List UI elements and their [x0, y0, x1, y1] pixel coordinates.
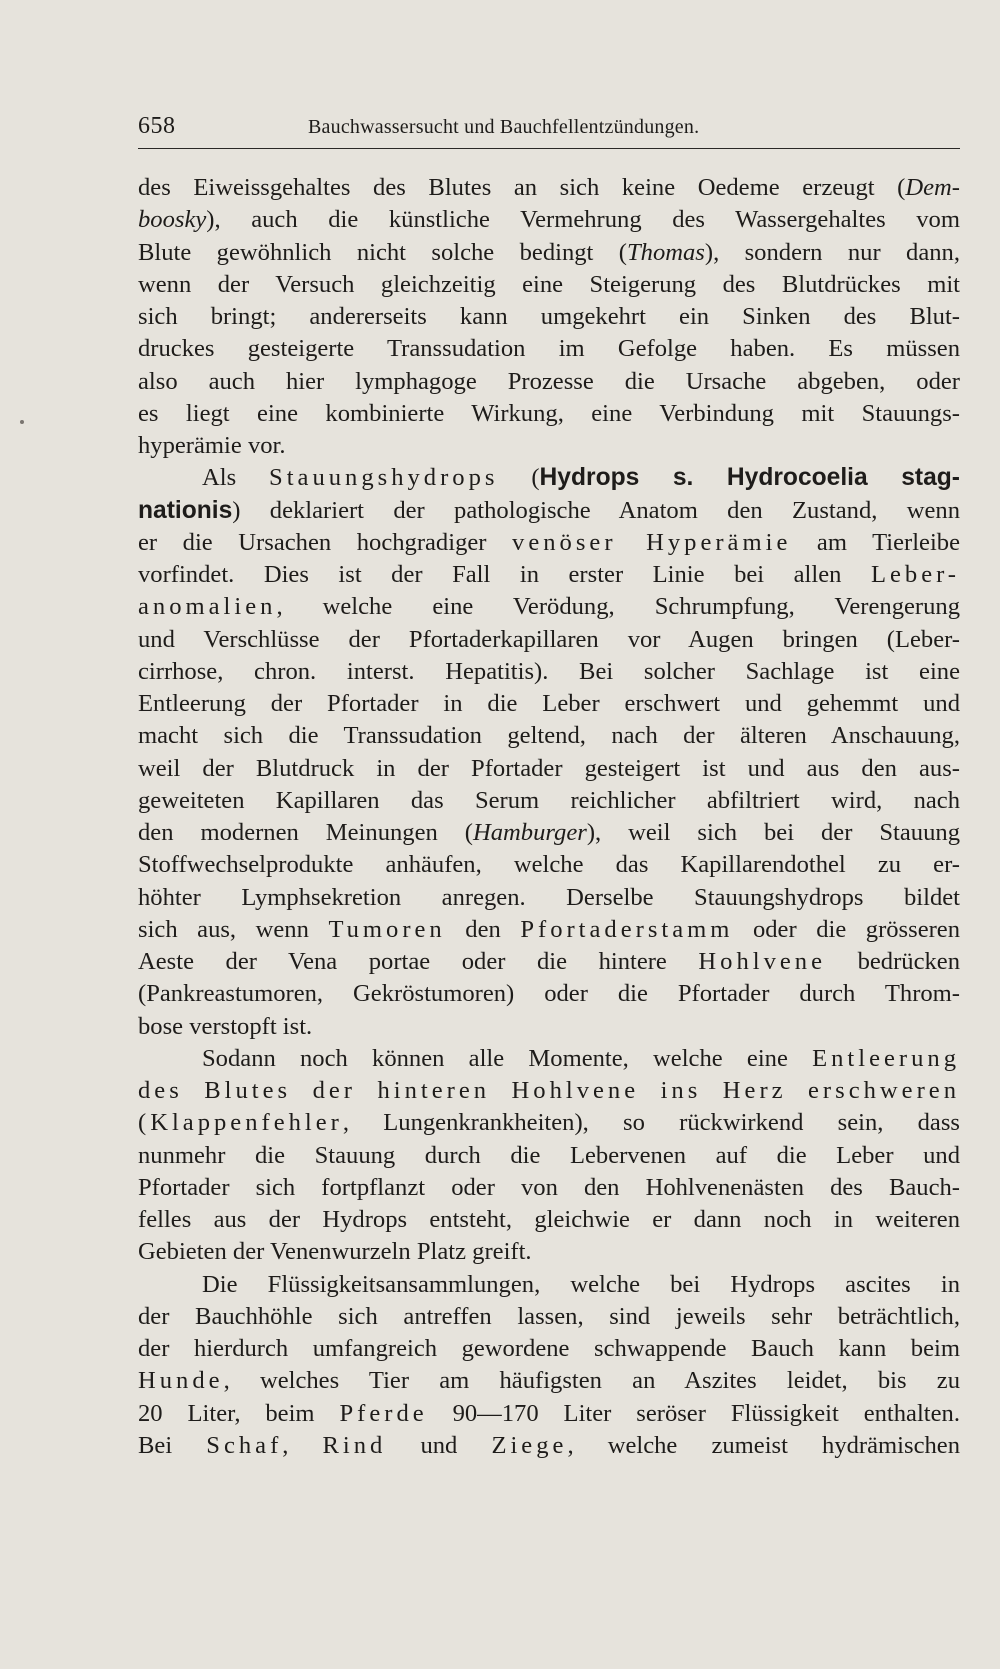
- italic-text: Thomas: [626, 238, 705, 266]
- text-run: sich aus, wenn: [138, 915, 329, 943]
- text-run: felles aus der Hydrops entsteht, gleichwie er dann noch in weiteren: [138, 1206, 960, 1233]
- text-run: den modernen Meinungen (: [138, 819, 473, 846]
- text-line: [138, 1011, 960, 1043]
- text-line: [138, 333, 960, 365]
- text-run: er die Ursachen hochgradiger: [138, 528, 513, 556]
- text-line: [138, 688, 960, 720]
- text-run: Stoffwechselprodukte anhäufen, welche das Kapillarendothel zu er-: [138, 851, 960, 879]
- spaced-text: Hunde: [138, 1367, 224, 1395]
- spaced-text: venöser Hyperämie: [512, 528, 792, 556]
- spaced-text: Stauungshydrops: [269, 464, 499, 492]
- text-run: ), auch die künstliche Vermehrung des Wassergehaltes vom: [206, 206, 960, 234]
- text-line: [138, 1236, 960, 1268]
- text-line: [138, 882, 960, 914]
- text-run: Aeste der Vena portae oder die hintere: [138, 948, 699, 975]
- text-run: der hierdurch umfangreich gewordene schwappende Bauch kann beim: [138, 1335, 960, 1362]
- text-run: Pfortader sich fortpflanzt oder von den Hohlvenenästen des Bauch-: [138, 1173, 960, 1201]
- text-run: cirrhose, chron. interst. Hepatitis). Bei solcher Sachlage ist eine: [138, 657, 960, 685]
- body-text: [138, 172, 960, 1462]
- text-run: Bei: [138, 1431, 207, 1459]
- text-line: [138, 1269, 960, 1301]
- text-run: es liegt eine kombinierte Wirkung, eine Verbindung mit Stauungs-: [138, 399, 960, 427]
- spaced-text: Ziege: [491, 1431, 568, 1459]
- text-line: [138, 172, 960, 204]
- text-run: ) deklariert der pathologische Anatom den Zustand, wenn: [232, 496, 960, 524]
- text-line: [138, 785, 960, 817]
- text-line: [138, 559, 960, 591]
- text-line: [138, 301, 960, 333]
- text-run: sich bringt; andererseits kann umgekehrt ein Sinken des Blut-: [138, 303, 960, 330]
- text-run: wenn der Versuch gleichzeitig eine Steigerung des Blutdrückes mit: [138, 270, 960, 298]
- text-run: , Lungenkrankheiten), so rückwirkend sein, dass: [342, 1109, 960, 1137]
- spaced-text: Pferde: [339, 1399, 428, 1427]
- text-line: [138, 1172, 960, 1204]
- text-line: [138, 462, 960, 494]
- italic-text: Dem-: [905, 174, 960, 201]
- text-run: Entleerung der Pfortader in die Leber erschwert und gehemmt und: [138, 690, 960, 717]
- text-run: , welche zumeist hydrämischen: [567, 1431, 960, 1459]
- text-run: macht sich die Transsudation geltend, nach der älteren Anschauung,: [138, 722, 960, 750]
- text-line: [138, 398, 960, 430]
- text-run: druckes gesteigerte Transsudation im Gefolge haben. Es müssen: [138, 335, 960, 363]
- text-run: , welche eine Verödung, Schrumpfung, Verengerung: [276, 593, 960, 621]
- text-line: [138, 1107, 960, 1139]
- text-line: [138, 1075, 960, 1107]
- page-header: [138, 113, 960, 147]
- text-line: [138, 527, 960, 559]
- margin-speck: [20, 420, 24, 424]
- spaced-text: Leber-: [870, 561, 960, 588]
- text-run: ), sondern nur dann,: [704, 238, 960, 266]
- text-line: [138, 656, 960, 688]
- text-run: Gebieten der Venenwurzeln Platz greift.: [138, 1238, 532, 1266]
- spaced-text: Hohlvene: [698, 948, 827, 975]
- text-run: hyperämie vor.: [138, 432, 286, 459]
- spaced-text: Klappenfehler: [150, 1109, 343, 1137]
- spaced-text: Entleerung: [812, 1044, 960, 1072]
- spaced-text: Schaf: [206, 1431, 283, 1459]
- page-number: 658: [138, 113, 176, 139]
- spaced-text: des Blutes der hinteren Hohlvene ins Herz erschweren: [138, 1077, 960, 1104]
- text-run: des Eiweissgehaltes des Blutes an sich keine Oedeme erzeugt (: [138, 174, 906, 201]
- text-run: und: [386, 1431, 492, 1459]
- text-line: [138, 946, 960, 978]
- text-run: am Tierleibe: [791, 528, 960, 556]
- text-line: [138, 1398, 960, 1430]
- text-run: (: [498, 464, 540, 492]
- bold-text: Hydrops s. Hydrocoelia stag-: [539, 464, 960, 492]
- text-run: Blute gewöhnlich nicht solche bedingt (: [138, 238, 627, 266]
- text-run: höhter Lymphsekretion anregen. Derselbe Stauungshydrops bildet: [138, 883, 960, 911]
- text-line: [138, 978, 960, 1010]
- text-line: [138, 237, 960, 269]
- text-run: vorfindet. Dies ist der Fall in erster Linie bei allen: [138, 561, 871, 588]
- text-line: [138, 1365, 960, 1397]
- bold-text: nationis: [138, 496, 233, 524]
- spaced-text: Pfortaderstamm: [520, 915, 734, 943]
- spaced-text: Rind: [322, 1431, 387, 1459]
- header-rule: [138, 148, 960, 149]
- text-line: [138, 591, 960, 623]
- text-run: Die Flüssigkeitsansammlungen, welche bei Hydrops ascites in: [202, 1270, 960, 1298]
- text-run: , welches Tier am häufigsten an Aszites leidet, bis zu: [223, 1367, 960, 1395]
- text-run: weil der Blutdruck in der Pfortader gesteigert ist und aus den aus-: [138, 754, 960, 782]
- text-line: [138, 624, 960, 656]
- text-run: 20 Liter, beim: [138, 1399, 340, 1427]
- text-run: der Bauchhöhle sich antreffen lassen, sind jeweils sehr beträchtlich,: [138, 1302, 960, 1330]
- text-run: ,: [282, 1431, 323, 1459]
- text-line: [138, 430, 960, 462]
- text-line: [138, 269, 960, 301]
- text-line: [138, 366, 960, 398]
- text-line: [138, 914, 960, 946]
- text-run: ), weil sich bei der Stauung: [586, 819, 960, 846]
- italic-text: Hamburger: [472, 819, 587, 846]
- text-run: Als: [202, 464, 270, 492]
- text-run: nunmehr die Stauung durch die Lebervenen auf die Leber und: [138, 1141, 960, 1169]
- spaced-text: Tumoren: [328, 915, 446, 943]
- text-line: [138, 204, 960, 236]
- text-run: (Pankreastumoren, Gekröstumoren) oder die Pfortader durch Throm-: [138, 980, 960, 1008]
- text-run: bose verstopft ist.: [138, 1012, 313, 1040]
- text-line: [138, 1140, 960, 1172]
- text-run: Sodann noch können alle Momente, welche eine: [202, 1044, 813, 1072]
- text-run: bedrücken: [826, 948, 960, 975]
- text-run: und Verschlüsse der Pfortaderkapillaren vor Augen bringen (Leber-: [138, 625, 960, 653]
- text-run: geweiteten Kapillaren das Serum reichlicher abfiltriert wird, nach: [138, 786, 960, 814]
- text-line: [138, 720, 960, 752]
- running-title: Bauchwassersucht und Bauchfellentzündungen.: [308, 116, 700, 138]
- text-line: [138, 1301, 960, 1333]
- text-line: [138, 849, 960, 881]
- spaced-text: (: [138, 1109, 151, 1137]
- text-line: [138, 817, 960, 849]
- text-line: [138, 1430, 960, 1462]
- text-line: [138, 753, 960, 785]
- text-line: [138, 495, 960, 527]
- italic-text: boosky: [138, 206, 207, 234]
- text-run: also auch hier lymphagoge Prozesse die Ursache abgeben, oder: [138, 367, 960, 395]
- text-run: den: [445, 915, 521, 943]
- text-line: [138, 1333, 960, 1365]
- text-run: 90—170 Liter seröser Flüssigkeit enthalten.: [427, 1399, 960, 1427]
- text-run: oder die grösseren: [733, 915, 961, 943]
- text-line: [138, 1204, 960, 1236]
- text-line: [138, 1043, 960, 1075]
- spaced-text: anomalien: [138, 593, 277, 621]
